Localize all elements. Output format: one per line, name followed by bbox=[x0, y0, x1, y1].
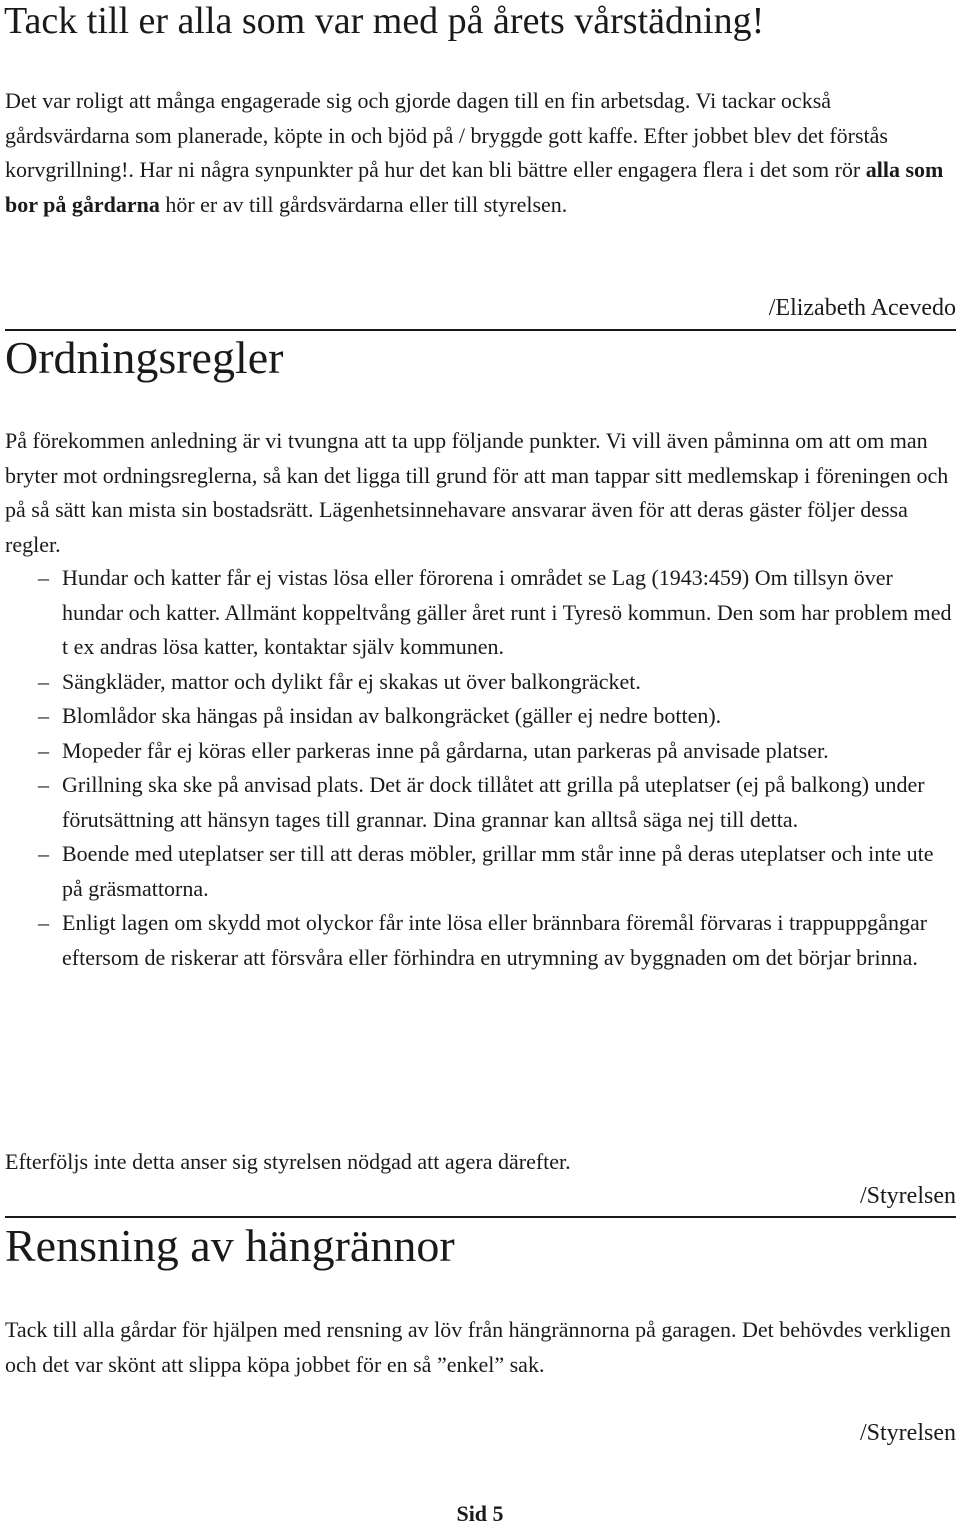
section-heading-rules: Ordningsregler bbox=[5, 332, 284, 383]
dash-bullet: – bbox=[38, 565, 49, 590]
rules-closing: Efterföljs inte detta anser sig styrelsen nödgad att agera därefter. bbox=[5, 1149, 571, 1174]
rule-text: Mopeder får ej köras eller parkeras inne på gårdarna, utan parkeras på anvisade platser. bbox=[62, 737, 829, 763]
rule-text: Boende med uteplatser ser till att deras möbler, grillar mm står inne på deras uteplatser och inte ute på gräsmattorna. bbox=[62, 841, 934, 901]
thanks-text: Det var roligt att många engagerade sig och gjorde dagen till en fin arbetsdag. Vi tackar också gårdsvärdarna som planerade, köpte in och bjöd på / bryggde gott kaffe. Efter jobbet blev det förstås korvgrillning!. bbox=[5, 88, 888, 182]
rules-list-item bbox=[38, 561, 956, 665]
rules-intro: På förekommen anledning är vi tvungna att ta upp följande punkter. Vi vill även påminna om att om man bryter mot ordningsreglerna, så kan det ligga till grund för att man tappar sitt medlemskap i föreningen och på så sätt kan mista sin bostadsrätt. Lägenhetsinnehavare ansvarar även för att deras gäster följer dessa regler. bbox=[5, 428, 949, 557]
rules-signature: /Styrelsen bbox=[860, 1183, 956, 1209]
dash-bullet: – bbox=[38, 703, 49, 728]
rule-text: Grillning ska ske på anvisad plats. Det är dock tillåtet att grilla på uteplatser (ej på balkong) under förutsättning att hänsyn tages till grannar. Dina grannar kan alltså säga nej till detta. bbox=[62, 772, 925, 832]
thanks-feedback-start: Har ni några synpunkter på hur det kan bli bättre eller engagera flera i det som rör bbox=[139, 157, 866, 182]
rule-text: Sängkläder, mattor och dylikt får ej skakas ut över balkongräcket. bbox=[62, 668, 641, 694]
rule-text: Hundar och katter får ej vistas lösa eller förorena i området se Lag (1943:459) Om tillsyn över hundar och katter. Allmänt koppeltvång gäller året runt i Tyresö kommun. Den som har problem med t ex andras lösa katter, kontaktar själv kommunen. bbox=[62, 565, 952, 659]
thanks-paragraph bbox=[5, 84, 955, 222]
dash-bullet: – bbox=[38, 668, 49, 694]
rules-list-item bbox=[38, 837, 956, 906]
rules-list-item bbox=[38, 665, 956, 700]
gutters-paragraph: Tack till alla gårdar för hjälpen med rensning av löv från hängrännorna på garagen. Det behövdes verkligen och det var skönt att slippa köpa jobbet för en så ”enkel” sak. bbox=[5, 1317, 951, 1377]
dash-bullet: – bbox=[38, 910, 49, 935]
dash-bullet: – bbox=[38, 737, 49, 763]
rule-text: Enligt lagen om skydd mot olyckor får inte lösa eller brännbara föremål förvaras i trappuppgångar eftersom de riskerar att försvåra eller förhindra en utrymning av byggnaden om det börjar brinna. bbox=[62, 910, 928, 970]
rules-list-item bbox=[38, 734, 956, 769]
rules-list-item bbox=[38, 699, 956, 734]
page-number: Sid 5 bbox=[456, 1501, 504, 1526]
rule-text: Blomlådor ska hängas på insidan av balkongräcket (gäller ej nedre botten). bbox=[62, 703, 722, 728]
rules-list-item bbox=[38, 768, 956, 837]
rules-list-item bbox=[38, 906, 956, 975]
thanks-signature: /Elizabeth Acevedo bbox=[768, 295, 956, 321]
dash-bullet: – bbox=[38, 772, 49, 797]
thanks-feedback-end: hör er av till gårdsvärdarna eller till styrelsen. bbox=[159, 191, 568, 217]
article-title-thanks: Tack till er alla som var med på årets vårstädning! bbox=[4, 0, 765, 42]
thanks-feedback-bold: alla som bor på gårdarna bbox=[5, 157, 944, 217]
dash-bullet: – bbox=[38, 841, 49, 866]
gutters-signature: /Styrelsen bbox=[860, 1420, 956, 1446]
rules-list bbox=[38, 561, 956, 975]
section-heading-gutters: Rensning av hängrännor bbox=[5, 1220, 455, 1271]
